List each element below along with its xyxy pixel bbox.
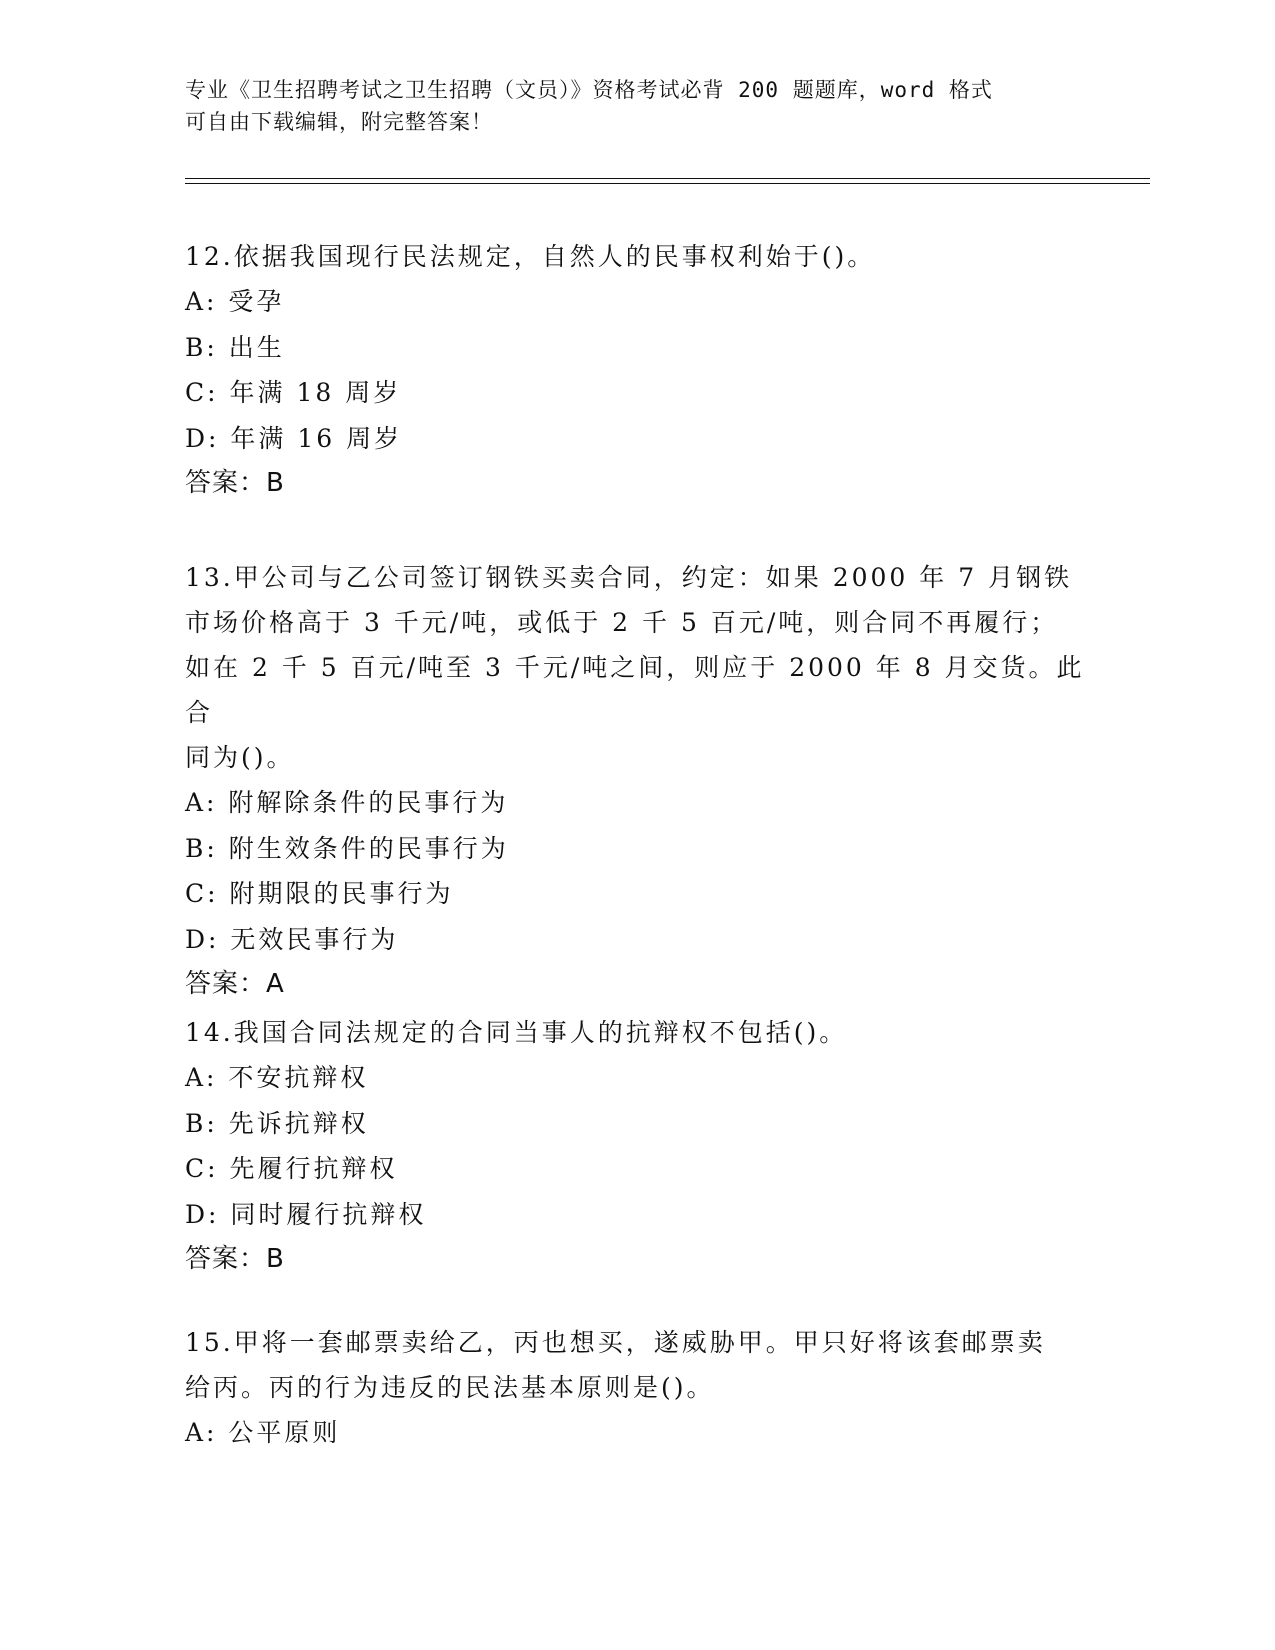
option-b: B: 出生	[185, 332, 285, 362]
option-a: A: 附解除条件的民事行为	[185, 788, 509, 817]
header-line-2: 可自由下载编辑，附完整答案！	[185, 110, 493, 134]
question-text: 12.依据我国现行民法规定，自然人的民事权利始于()。	[185, 242, 876, 271]
option-c: C: 附期限的民事行为	[185, 879, 454, 908]
header-line-1: 专业《卫生招聘考试之卫生招聘（文员）》资格考试必背 200 题题库，word 格式	[185, 78, 993, 102]
header-divider-bottom	[185, 183, 1150, 184]
option-d: D: 年满 16 周岁	[185, 423, 403, 453]
question-text-line-3: 如在 2 千 5 百元/吨至 3 千元/吨之间，则应于 2000 年 8 月交货。此合	[185, 653, 1085, 727]
header-divider-top	[185, 178, 1150, 179]
question-text-line-2: 市场价格高于 3 千元/吨，或低于 2 千 5 百元/吨，则合同不再履行；	[185, 608, 1059, 637]
question-text-line-2: 给丙。丙的行为违反的民法基本原则是()。	[185, 1373, 715, 1402]
option-a: A: 不安抗辩权	[185, 1063, 369, 1092]
option-d: D: 无效民事行为	[185, 924, 399, 954]
option-b: B: 附生效条件的民事行为	[185, 833, 509, 863]
question-text-line-1: 15.甲将一套邮票卖给乙，丙也想买，遂威胁甲。甲只好将该套邮票卖	[185, 1328, 1046, 1357]
question-15	[185, 1320, 1085, 1456]
option-c: C: 先履行抗辩权	[185, 1154, 398, 1183]
document-header	[185, 74, 1065, 138]
answer-label: 答案：B	[185, 468, 285, 498]
question-14	[185, 1010, 1085, 1282]
answer-label: 答案：A	[185, 969, 285, 999]
answer-label: 答案：B	[185, 1244, 285, 1274]
question-text-line-1: 13.甲公司与乙公司签订钢铁买卖合同，约定：如果 2000 年 7 月钢铁	[185, 563, 1073, 592]
question-text-line-4: 同为()。	[185, 743, 295, 772]
option-a: A: 受孕	[185, 287, 285, 316]
question-12	[185, 234, 1085, 506]
option-b: B: 先诉抗辩权	[185, 1108, 369, 1138]
option-a: A: 公平原则	[185, 1418, 341, 1447]
option-d: D: 同时履行抗辩权	[185, 1199, 427, 1229]
question-13	[185, 555, 1085, 1007]
option-c: C: 年满 18 周岁	[185, 378, 402, 407]
question-text: 14.我国合同法规定的合同当事人的抗辩权不包括()。	[185, 1018, 848, 1047]
